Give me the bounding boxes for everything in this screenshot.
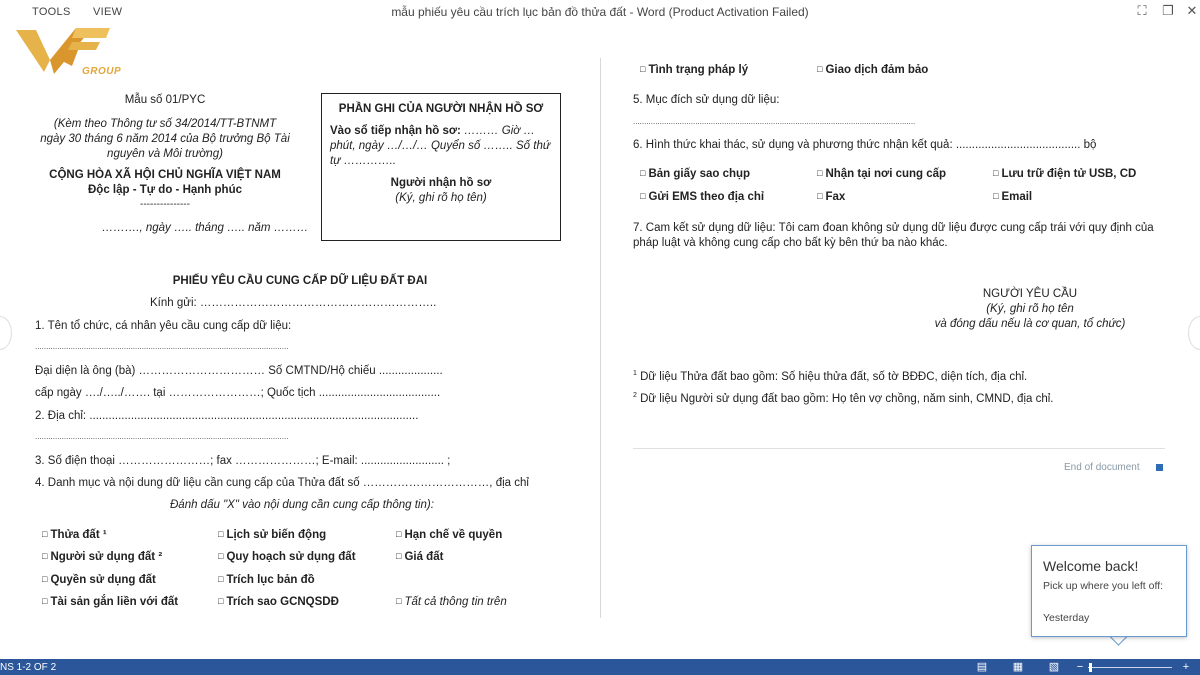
item-1: 1. Tên tổ chức, cá nhân yêu cầu cung cấp dữ liệu: — [35, 320, 292, 332]
dots-5: ............................................................................................................................... — [633, 117, 916, 126]
opt-giao-dich-dam-bao[interactable]: □ Giao dịch đảm bảo — [817, 64, 929, 76]
restore-icon[interactable]: ❐ — [1162, 3, 1174, 18]
page-divider — [600, 58, 601, 618]
item-6: 6. Hình thức khai thác, sử dụng và phương thức nhận kết quả: ....................................... bộ — [633, 139, 1097, 151]
method-usb-cd[interactable]: □ Lưu trữ điện tử USB, CD — [993, 168, 1137, 180]
opt-lich-su-bien-dong[interactable]: □ Lịch sử biến động — [218, 529, 327, 541]
receiver-entry-label: Vào sổ tiếp nhận hồ sơ: — [330, 125, 461, 137]
item-2: 2. Địa chỉ: ....................................................................................................... — [35, 410, 419, 422]
zoom-slider-thumb[interactable] — [1089, 663, 1092, 672]
opt-thua-dat[interactable]: □ Thửa đất ¹ — [42, 529, 107, 541]
web-layout-icon[interactable]: ▧ — [1048, 661, 1060, 673]
receiver-box-title: PHẦN GHI CỦA NGƯỜI NHẬN HỒ SƠ — [338, 103, 544, 115]
requester-label: NGƯỜI YÊU CẦU — [982, 288, 1078, 300]
opt-tai-san[interactable]: □ Tài sản gắn liền với đất — [42, 596, 179, 608]
item-3: 3. Số điện thoại ……………………; fax …………………; E-mail: .......................... ; — [35, 455, 451, 467]
opt-trich-sao[interactable]: □ Trích sao GCNQSDĐ — [218, 596, 339, 608]
end-of-document: End of document — [1064, 462, 1140, 473]
method-fax[interactable]: □ Fax — [817, 191, 846, 203]
zoom-out-button[interactable]: − — [1076, 661, 1084, 673]
previous-page-icon[interactable] — [0, 316, 12, 350]
page-count[interactable]: NS 1-2 OF 2 — [0, 662, 57, 673]
kinh-gui-line: Kính gửi: …………………………………………………….. — [150, 297, 437, 309]
item-5: 5. Mục đích sử dụng dữ liệu: — [633, 94, 780, 106]
menu-bar — [0, 0, 1200, 24]
receiver-box — [321, 93, 561, 241]
requester-note-2: và đóng dấu nếu là cơ quan, tổ chức) — [934, 318, 1126, 330]
motto: Độc lập - Tự do - Hạnh phúc — [88, 184, 242, 196]
close-icon[interactable]: ✕ — [1186, 3, 1198, 18]
form-title: PHIẾU YÊU CẦU CUNG CẤP DỮ LIỆU ĐẤT ĐAI — [172, 275, 428, 287]
opt-tat-ca[interactable]: □ Tất cả thông tin trên — [396, 596, 507, 608]
next-page-icon[interactable] — [1188, 316, 1200, 350]
dots-line: .................................................................................................................. — [35, 342, 289, 351]
opt-quyen-su-dung-dat[interactable]: □ Quyền sử dụng đất — [42, 574, 156, 586]
attached-note: (Kèm theo Thông tư số 34/2014/TT-BTNMT ngày 30 tháng 6 năm 2014 của Bộ trưởng Bộ Tài nguyên và Môi trường) — [40, 118, 290, 160]
issued-line: cấp ngày …./…../……. tại ……………………; Quốc tịch ...................................... — [35, 387, 441, 399]
welcome-title: Welcome back! — [1043, 558, 1139, 574]
opt-han-che-ve-quyen[interactable]: □ Hạn chế về quyền — [396, 529, 503, 541]
end-of-document-icon — [1156, 464, 1163, 471]
mark-note: Đánh dấu "X" vào nội dung cần cung cấp thông tin): — [170, 499, 434, 511]
opt-trich-luc-ban-do[interactable]: □ Trích lục bản đồ — [218, 574, 315, 586]
method-ems[interactable]: □ Gửi EMS theo địa chỉ — [640, 191, 765, 203]
zoom-in-button[interactable]: + — [1182, 661, 1190, 673]
menu-view[interactable]: VIEW — [93, 6, 123, 18]
receiver-note: (Ký, ghi rõ họ tên) — [395, 192, 487, 204]
motto-underline: --------------- — [140, 199, 190, 210]
window-title: mẫu phiếu yêu cầu trích lục bản đồ thửa đất - Word (Product Activation Failed) — [391, 5, 809, 19]
representative-line: Đại diện là ông (bà) …………………………… Số CMTND/Hộ chiếu .................... — [35, 365, 443, 377]
status-bar — [0, 659, 1200, 675]
welcome-resume-item[interactable]: Yesterday — [1043, 612, 1090, 624]
read-mode-icon[interactable]: ▤ — [976, 661, 988, 673]
receiver-label: Người nhận hồ sơ — [390, 177, 492, 189]
print-layout-icon[interactable]: ▦ — [1012, 661, 1024, 673]
full-screen-icon[interactable]: ⛶ — [1137, 3, 1147, 18]
footnote-1: $^1$ Dữ liệu Thửa đất bao gồm: Số hiệu thửa đất, số tờ BĐĐC, diện tích, địa chỉ. — [633, 370, 1028, 383]
welcome-back-popup[interactable] — [1031, 545, 1187, 637]
receiver-entry-rest: ……… Giờ … phút, ngày …/…/… Quyển số …….. Số thứ tự ………….. — [330, 125, 551, 167]
method-ban-giay[interactable]: □ Bản giấy sao chụp — [640, 168, 751, 180]
receiver-box-entry — [330, 124, 558, 169]
logo-group-text: GROUP — [82, 66, 122, 77]
republic-heading: CỘNG HÒA XÃ HỘI CHỦ NGHĨA VIỆT NAM — [49, 169, 281, 181]
requester-note-1: (Ký, ghi rõ họ tên — [986, 303, 1074, 315]
opt-tinh-trang-phap-ly[interactable]: □ Tình trạng pháp lý — [640, 64, 749, 76]
menu-tools[interactable]: TOOLS — [32, 6, 71, 18]
date-line: ………., ngày ….. tháng ….. năm ……… — [101, 222, 309, 234]
dots-line-2: .................................................................................................................. — [35, 432, 289, 441]
opt-nguoi-su-dung-dat[interactable]: □ Người sử dụng đất ² — [42, 551, 163, 563]
welcome-subtitle: Pick up where you left off: — [1043, 580, 1164, 592]
form-number: Mẫu số 01/PYC — [124, 94, 206, 106]
zoom-slider-track[interactable] — [1088, 667, 1172, 668]
method-email[interactable]: □ Email — [993, 191, 1033, 203]
item-7: 7. Cam kết sử dụng dữ liệu: Tôi cam đoan không sử dụng dữ liệu được cung cấp trái với quy định của pháp luật và không cung cấp cho bất kỳ bên thứ ba nào khác. — [633, 222, 1154, 249]
footnote-2: $^2$ Dữ liệu Người sử dụng đất bao gồm: Họ tên vợ chồng, năm sinh, CMND, địa chỉ. — [633, 392, 1054, 405]
opt-gia-dat[interactable]: □ Giá đất — [396, 551, 444, 563]
item-4: 4. Danh mục và nội dung dữ liệu cần cung cấp của Thửa đất số ……………………………, địa chỉ — [35, 477, 529, 489]
opt-quy-hoach[interactable]: □ Quy hoạch sử dụng đất — [218, 551, 356, 563]
method-nhan-tai-noi[interactable]: □ Nhận tại nơi cung cấp — [817, 168, 947, 180]
end-of-document-rule — [633, 448, 1165, 449]
